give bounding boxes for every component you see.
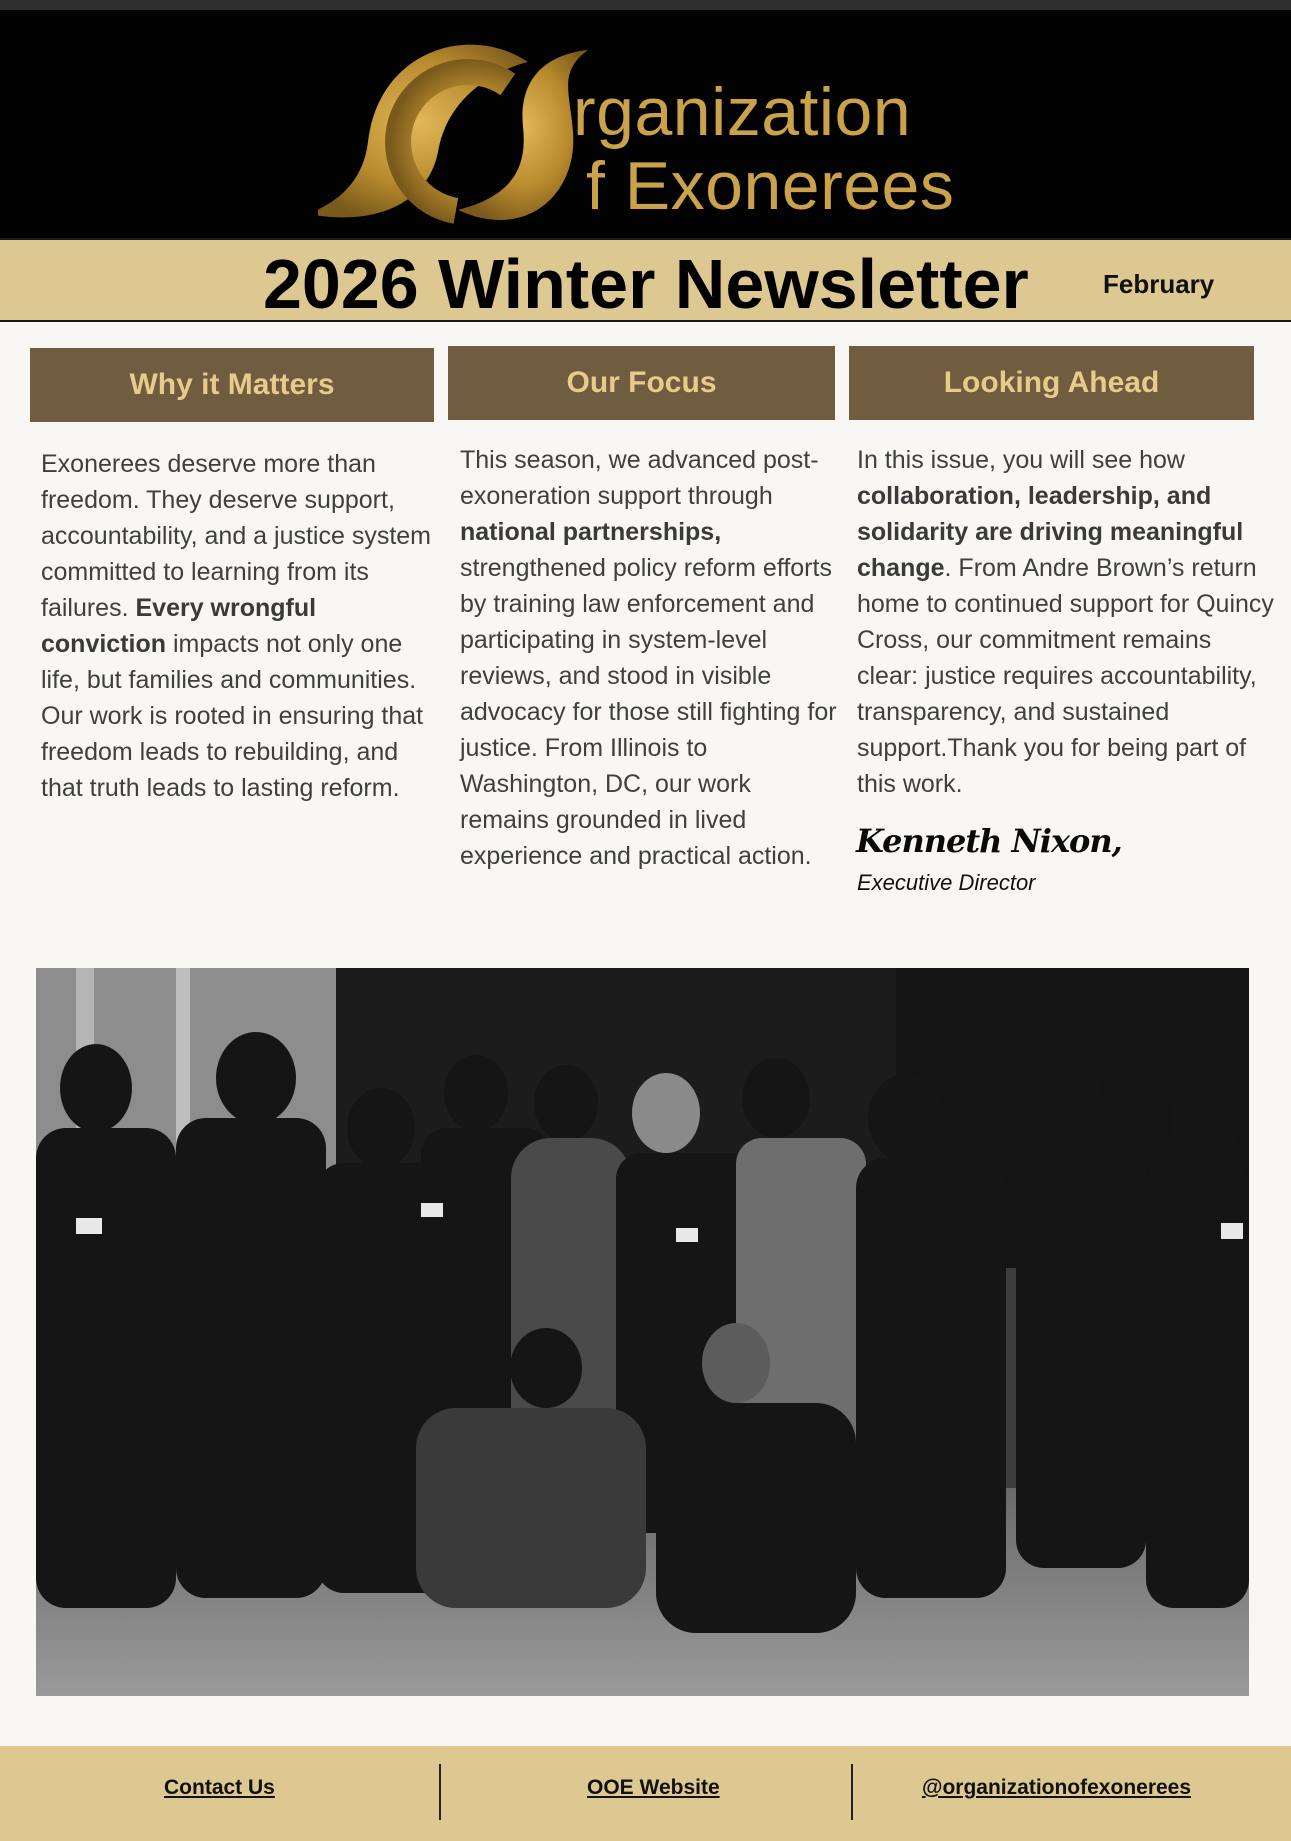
column-text-why-it-matters: [41, 446, 431, 806]
top-border: [0, 0, 1291, 10]
logo-text-line2: f Exonerees: [586, 148, 955, 224]
footer-divider: [851, 1764, 853, 1820]
text-segment: In this issue, you will see how: [857, 446, 1185, 474]
text-segment: strengthened policy reform efforts by training law enforcement and participating in system-level reviews, and stood in visible advocacy for those still fighting for justice. From Illinois to Washington, DC, our work remains grounded in lived experience and practical action.: [460, 554, 837, 870]
text-segment-bold: collaboration, leadership, and solidarity are driving meaningful change: [857, 482, 1244, 582]
logo-text-line1: rganization: [573, 74, 912, 150]
director-signature: Kenneth Nixon,: [856, 822, 1122, 860]
text-segment: impacts not only one life, but families and communities. Our work is rooted in ensuring that freedom leads to rebuilding, and that truth leads to lasting reform.: [41, 630, 424, 802]
newsletter-month: February: [1103, 269, 1215, 299]
footer-bar: [0, 1746, 1291, 1841]
newsletter-title: 2026 Winter Newsletter: [263, 245, 1029, 323]
column-heading-our-focus: Our Focus: [448, 346, 835, 420]
title-banner: [0, 238, 1291, 322]
ooe-website-link[interactable]: OOE Website: [587, 1776, 720, 1799]
contact-us-link[interactable]: Contact Us: [164, 1776, 275, 1799]
group-photo: [36, 968, 1249, 1696]
logo-banner: [0, 10, 1291, 238]
director-title: Executive Director: [857, 870, 1036, 895]
social-handle-link[interactable]: @organizationofexonerees: [922, 1776, 1192, 1799]
text-segment-bold: Every wrongful conviction: [41, 594, 317, 658]
column-heading-why-it-matters: Why it Matters: [30, 348, 434, 422]
text-segment: . From Andre Brown’s return home to continued support for Quincy Cross, our commitment remains clear: justice requires accountability, transparency, and sustained support.Thank you for being part of this work.: [857, 554, 1274, 798]
column-text-looking-ahead: [857, 442, 1277, 802]
footer-divider: [439, 1764, 441, 1820]
text-segment: Exonerees deserve more than freedom. They deserve support, accountability, and a justice system committed to learning from its failures.: [41, 450, 432, 622]
column-heading-looking-ahead: Looking Ahead: [849, 346, 1254, 420]
column-text-our-focus: [460, 442, 840, 874]
text-segment: This season, we advanced post-exoneration support through: [460, 446, 819, 510]
text-segment-bold: national partnerships,: [460, 518, 722, 546]
group-photo-illustration: [36, 968, 1249, 1696]
